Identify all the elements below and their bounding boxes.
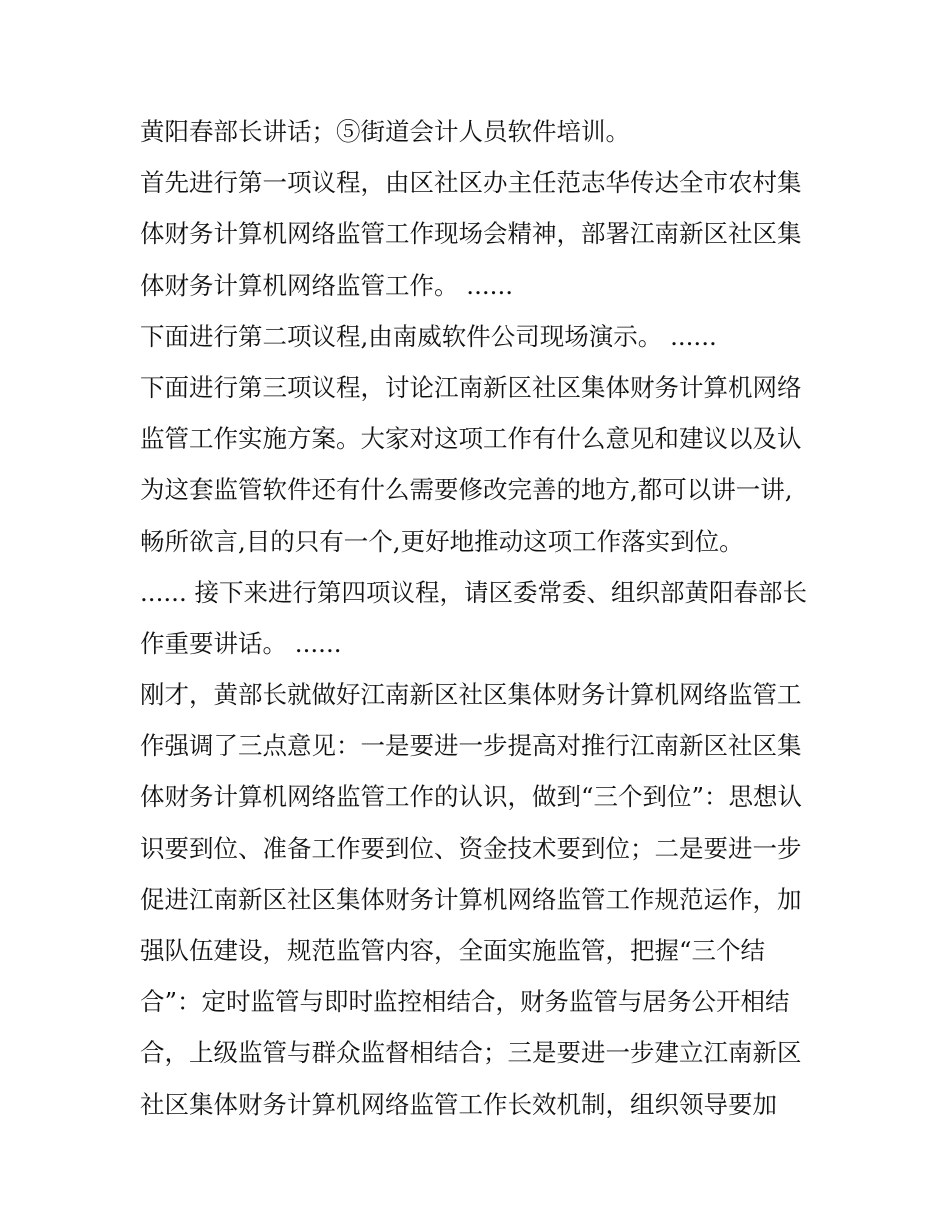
text-line: 合”：定时监管与即时监控相结合，财务监管与居务公开相结 (140, 987, 790, 1017)
text-line: 黄阳春部长讲话；⑤街道会计人员软件培训。 (140, 117, 630, 146)
text-line: 体财务计算机网络监管工作现场会精神，部署江南新区社区集 (140, 219, 802, 249)
text-line: 体财务计算机网络监管工作的认识，做到“三个到位”：思想认 (140, 782, 803, 812)
text-line: 刚才，黄部长就做好江南新区社区集体财务计算机网络监管工 (140, 680, 802, 710)
text-line: 合，上级监管与群众监督相结合；三是要进一步建立江南新区 (140, 1038, 802, 1068)
text-line: 识要到位、准备工作要到位、资金技术要到位；二是要进一步 (140, 833, 802, 863)
text-line: 作重要讲话。 ...... (140, 628, 342, 658)
text-line: 作强调了三点意见：一是要进一步提高对推行江南新区社区集 (140, 731, 802, 761)
text-line: 社区集体财务计算机网络监管工作长效机制，组织领导要加 (140, 1089, 777, 1119)
text-line: 下面进行第三项议程，讨论江南新区社区集体财务计算机网络 (140, 372, 802, 402)
document-body (140, 106, 820, 1130)
text-line: 畅所欲言,目的只有一个,更好地推动这项工作落实到位。 (140, 526, 744, 556)
text-line: 强队伍建设，规范监管内容，全面实施监管，把握“三个结 (140, 936, 766, 965)
text-line: 监管工作实施方案。大家对这项工作有什么意见和建议以及认 (140, 424, 802, 454)
text-line: 首先进行第一项议程，由区社区办主任范志华传达全市农村集 (140, 168, 802, 198)
text-line: 下面进行第二项议程,由南威软件公司现场演示。 ...... (140, 321, 717, 351)
text-line: 体财务计算机网络监管工作。 ...... (140, 270, 514, 300)
text-line: 为这套监管软件还有什么需要修改完善的地方,都可以讲一讲, (140, 475, 793, 505)
text-line: ...... 接下来进行第四项议程，请区委常委、组织部黄阳春部长 (140, 577, 808, 607)
text-line: 促进江南新区社区集体财务计算机网络监管工作规范运作，加 (140, 884, 802, 914)
